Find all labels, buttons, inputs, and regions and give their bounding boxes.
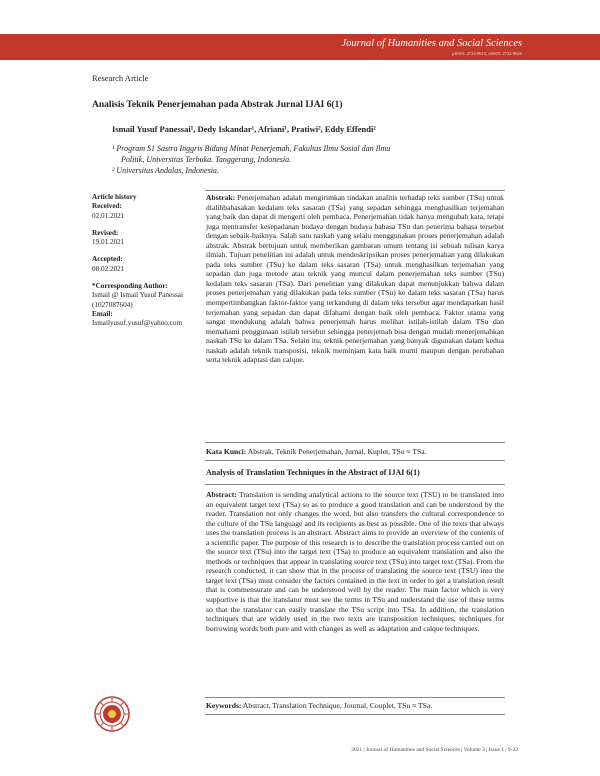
abstract-id-text: Penerjemahan adalah mengirimkan tindakan analitis terhadap teks sumber (TSu) untuk dialihbahasakan kedalam teks sasaran (TSa) yang sepadan sehingga menghasilkan terjemahan yang baik dan dapat di mengerti oleh pembaca. Penerjemahan tidak hanya mengubah kata, tetapi juga mentransfer kesepadanan budaya dengan budaya bahasa TSu dan penerima bahasa tersebut dengan sebaik-baiknya. Salah satu naskah yang selalu menggunakan proses penerjemahan adalah abstrak. Abstrak bertujuan untuk memberikan gambaran umum tentang isi sebuah tulisan karya ilmiah. Tujuan penelitian ini adalah untuk mendeskripsikan proses penerjemahan yang dilakukan pada teks sumber (TSu) ke dalam teks sasaran (TSa) untuk menghasilkan terjemahan yang sepadan dan juga metode atau teknik yang muncul dalam penerjemahan teks sumber (TSu) kedalam teks sasaran (TSa). Dari penelitian yang dilakukan dapat menunjukkan bahwa dalam proses penerjemahan yang dilakukan pada teks sumber (TSu) ke dalam teks sasaran (TSa) harus mempertimbangkan faktor-faktor yang terkandung di dalam teks tersebut agar mendapatkan hasil terjemahan yang sepadan dan dapat difahami dengan baik oleh pembaca. Faktor utama yang sangat mendukung adalah bahwa penerjemah harus melihat istilah-istilah dalam TSu dan memahami penggunaan istilah tersebut sehingga penerjemah bisa dengan mudah menerjemahkan naskah TSu ke dalam TSa. Selain itu, teknik penerjemahan yang banyak digunakan dalam kedua naskah adalah teknik transposisi, teknik meminjam kata baik murni maupun dengan perubahan serta teknik adaptasi dan calque.: [206, 193, 504, 365]
abstract-indonesian: [206, 193, 504, 365]
affiliation-1: ¹ Program S1 Sastra Inggris Bidang Minat Penerjemah, Fakultas Ilmu Sosial dan Ilmu: [112, 144, 391, 153]
article-history-label: Article history: [92, 193, 137, 201]
divider-top: [205, 190, 505, 191]
divider-keywords-en: [205, 697, 505, 698]
corresponding-label: *Corresponding Author:: [92, 282, 168, 291]
email-label: Email:: [92, 309, 113, 318]
author-list: Ismail Yusuf Panessai¹, Dedy Iskandar¹, Afriani¹, Pratiwi², Eddy Effendi²: [112, 124, 376, 134]
divider-abstract-en: [205, 484, 505, 485]
revised-label: Revised:: [92, 228, 119, 237]
page-footer: 2021 | Journal of Humanities and Social Sciences | Volume 3 | Issue 1 | 9-22: [351, 747, 518, 753]
keywords-en-label: Keywords:: [206, 701, 242, 710]
received-label: Received:: [92, 202, 122, 211]
affiliation-2: ² Universitas Andalas, Indonesia.: [112, 166, 219, 175]
article-history: [92, 193, 200, 329]
article-type: Research Article: [92, 73, 149, 83]
university-seal-icon: [94, 696, 130, 732]
keywords-indonesian: [206, 447, 504, 456]
abstract-en-text: Translation is sending analytical actions to the source text (TSU) to be translated into an equivalent target text (TSa) so as to produce a good translation and can be understood by the reader. Translation not only changes the word, but also transfers the cultural correspondence to the culture of the TSu language and its recipients as best as possible. One of the texts that always uses the translation process is an abstract. Abstract aims to provide an overview of the contents of a scientific paper. The purpose of this research is to describe the translation process carried out on the source text (TSu) into the target text (TSa) to produce an equivalent translation and also the methods or techniques that appear in translating source text (TSu) into target text (TSa). From the research conducted, it can show that in the process of translating the source text (TSU) into the target text (TSa) must consider the factors contained in the text in order to get a translation result that is commensurate and can be understood well by the reader. The main factor which is very supportive is that the translator must see the terms in TSu and understand the use of these terms so that the translator can easily translate the TSu script into TSa. In addition, the translation techniques that are widely used in the two texts are transposition techniques, techniques for borrowing words both pure and with changes as well as adaptation and calque techniques.: [206, 490, 504, 633]
keywords-id-text: Abstrak, Teknik Penerjemahan, Jurnal, Kuplet, TSu ≈ TSa.: [247, 447, 427, 456]
revised-date: 19.01.2021: [92, 238, 125, 247]
received-date: 02.01.2021: [92, 211, 125, 220]
journal-name: Journal of Humanities and Social Sciences: [341, 38, 522, 49]
abstract-english: [206, 490, 504, 633]
affiliations: [112, 143, 512, 176]
abstract-en-label: Abstract:: [206, 490, 237, 499]
divider-keywords-id: [205, 442, 505, 443]
keywords-en-text: Abstract, Translation Technique, Journal, Couplet, TSu ≈ TSa.: [242, 701, 433, 710]
affiliation-1-cont: Politik, Universitas Terbuka. Tanggerang, Indonesia.: [121, 155, 292, 164]
keywords-english: [206, 701, 504, 710]
abstract-id-label: Abstrak:: [206, 193, 236, 202]
journal-issn: pISSN: 2722-9610, eISSN: 2722-9629: [452, 51, 522, 56]
paper-title: Analisis Teknik Penerjemahan pada Abstrak Jurnal IJAI 6(1): [92, 100, 343, 110]
english-title: Analysis of Translation Techniques in the Abstract of IJAI 6(1): [206, 468, 420, 477]
accepted-label: Accepted:: [92, 255, 123, 264]
accepted-date: 08.02.2021: [92, 264, 125, 273]
corresponding-email[interactable]: Ismailyusuf.yusuf@yahoo.com: [92, 319, 183, 328]
keywords-id-label: Kata Kunci:: [206, 447, 247, 456]
corresponding-author: Ismail @ Ismail Yusuf Panessai (1027087604): [92, 291, 183, 309]
divider-english: [205, 460, 505, 461]
divider-bottom: [205, 714, 505, 715]
